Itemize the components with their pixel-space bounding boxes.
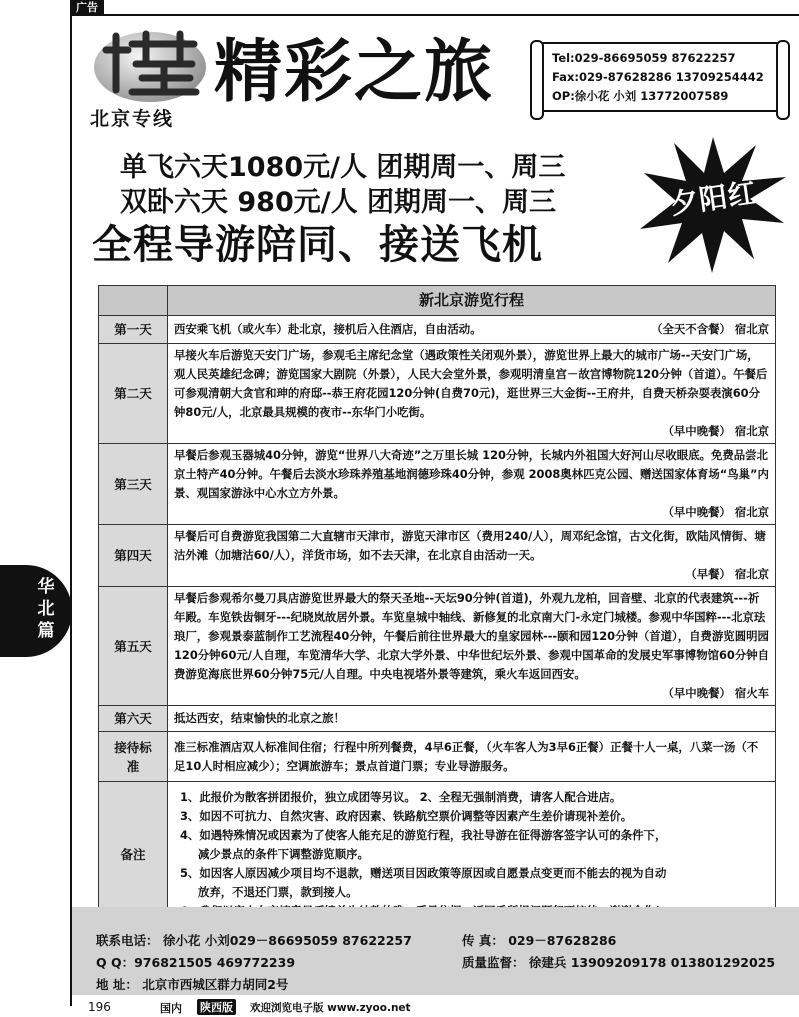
contact-op: OP:徐小花 小刘 13772007589 bbox=[552, 89, 729, 103]
standards-label: 接待标准 bbox=[99, 732, 168, 782]
company-logo bbox=[86, 24, 216, 128]
footer-supervisor: 质量监督： 徐建兵 13909209178 013801292025 bbox=[462, 955, 776, 970]
day-label: 第六天 bbox=[99, 706, 168, 732]
day-text: 早餐后可自费游览我国第二大直辖市天津市，游览天津市区（费用240/人），周邓纪念馆，古文化街，欧陆风情街、塘沽外滩（加塘沽60/人），洋货市场，如不去天津，在北京自由活动一天。 bbox=[174, 529, 766, 562]
itinerary-title: 新北京游览行程 bbox=[168, 286, 776, 316]
footer-fax: 传 真： 029－87628286 bbox=[462, 933, 617, 948]
note-item: 4、如遇特殊情况或因素为了使客人能充足的游览行程，我社导游在征得游客签字认可的条件下， bbox=[180, 828, 667, 842]
day-content bbox=[168, 706, 776, 732]
note-item-continued: 减少景点的条件下调整游览顺序。 bbox=[198, 847, 369, 861]
day-meals: （早中晚餐） 宿火车 bbox=[662, 686, 769, 700]
day-row bbox=[99, 587, 776, 706]
day-content bbox=[168, 525, 776, 587]
day-meals: （早餐） 宿北京 bbox=[685, 567, 769, 581]
logo-caption: 北京专线 bbox=[90, 108, 175, 130]
day-text: 早接火车后游览天安门广场，参观毛主席纪念堂（遇政策性关闭观外景），游览世界上最大的城市广场--天安门广场，观人民英雄纪念碑；游览国家大剧院（外景），人民大会堂外景，参观明清皇宫－故宫博物院120分钟（首道）。午餐后可参观清朝大贪官和珅的府邸--恭王府花园120分钟(自费70元)，逛世界三大金街--王府井，自费天桥杂耍表演60分钟80元/人，北京最具规模的夜市--东华门小吃街。 bbox=[174, 348, 768, 419]
day-row bbox=[99, 344, 776, 444]
day-content bbox=[168, 316, 776, 344]
notes-row bbox=[99, 782, 776, 928]
day-row bbox=[99, 525, 776, 587]
day-meals: （全天不含餐） 宿北京 bbox=[651, 322, 769, 336]
footer-contact-band bbox=[72, 907, 799, 995]
burst-label: 夕阳红 bbox=[668, 176, 760, 221]
day-content bbox=[168, 587, 776, 706]
day-text: 早餐后参观希尔曼刀具店游览世界最大的祭天圣地--天坛90分钟(首道)，外观九龙柏，回音壁、北京的代表建筑---祈年殿。车览铁齿铜牙---纪晓岚故居外景。车览皇城中轴线、新修复的北京南大门-永定门城楼。参观中华国粹---北京珐琅厂，参观景泰蓝制作工艺流程40分钟，午餐后前往世界最大的皇家园林---颐和园120分钟（首道），自费游览圆明园120分钟60元/人自理，车览清华大学、北京大学外景、中华世纪坛外景、参观中国革命的发展史军事博物馆60分钟自费游览海底世界60分钟75元/人自理。中央电视塔外景等建筑，乘火车返回西安。 bbox=[174, 591, 770, 681]
day-label: 第四天 bbox=[99, 525, 168, 587]
edition-badge: 陕西版 bbox=[197, 999, 236, 1015]
notes-list bbox=[168, 782, 776, 928]
day-label: 第三天 bbox=[99, 444, 168, 525]
region-label: 国内 bbox=[160, 1002, 182, 1015]
promo-guide-slogan: 全程导游陪同、接送飞机 bbox=[92, 222, 543, 268]
note-item: 3、如因不可抗力、自然灾害、政府因素、铁路航空票价调整等因素产生差价请现补差价。 bbox=[180, 809, 633, 823]
day-meals: （早中晚餐） 宿北京 bbox=[662, 424, 769, 438]
header-blank-cell bbox=[99, 286, 168, 316]
notes-label: 备注 bbox=[99, 782, 168, 928]
promo-flight-price: 单飞六天1080元/人 团期周一、周三 bbox=[120, 152, 566, 183]
page-number: 196 bbox=[88, 1000, 111, 1014]
standards-text: 准三标准酒店双人标准间住宿；行程中所列餐费，4早6正餐，（火车客人为3早6正餐）正餐十人一桌，八菜一汤（不足10人时相应减少）；空调旅游车；景点首道门票；专业导游服务。 bbox=[168, 732, 776, 782]
standards-row bbox=[99, 732, 776, 782]
footer-phone: 联系电话： 徐小花 小刘029－86695059 87622257 bbox=[96, 933, 412, 948]
day-label: 第五天 bbox=[99, 587, 168, 706]
note-item-continued: 放弃，不退还门票，款到接人。 bbox=[198, 885, 358, 899]
logo-mark-icon bbox=[102, 30, 202, 102]
day-text: 西安乘飞机（或火车）赴北京，接机后入住酒店，自由活动。 bbox=[174, 322, 482, 336]
contact-scroll bbox=[540, 42, 780, 112]
itinerary-table bbox=[98, 285, 776, 928]
brand-title: 精彩之旅 bbox=[214, 33, 495, 112]
day-text: 抵达西安，结束愉快的北京之旅！ bbox=[174, 711, 345, 725]
promo-banner bbox=[70, 135, 799, 283]
contact-tel: Tel:029-86695059 87622257 bbox=[552, 51, 736, 65]
day-content bbox=[168, 444, 776, 525]
day-row bbox=[99, 316, 776, 344]
section-tab-label: 华北篇 bbox=[37, 577, 55, 641]
note-item: 5、如因客人原因减少项目均不退款，赠送项目因政策等原因或自愿景点变更而不能去的视为自动 bbox=[180, 866, 667, 880]
footer-address: 地 址： 北京市西城区群力胡同2号 bbox=[96, 977, 289, 992]
itinerary-header-row bbox=[99, 286, 776, 316]
website-text: 欢迎浏览电子版 www.zyoo.net bbox=[250, 1002, 411, 1014]
contact-fax: Fax:029-87628286 13709254442 bbox=[552, 70, 764, 84]
note-item: 1、此报价为散客拼团报价，独立成团等另议。 2、全程无强制消费，请客人配合进店。 bbox=[180, 790, 622, 804]
day-text: 早餐后参观玉器城40分钟，游览“世界八大奇迹”之万里长城 120分钟，长城内外祖国大好河山尽收眼底。免费品尝北京土特产40分钟。午餐后去淡水珍珠养殖基地润德珍珠40分钟，参观 2008奥林匹克公园、赠送国家体育场“鸟巢”内景、观国家游泳中心水立方外景。 bbox=[174, 448, 769, 500]
day-row bbox=[99, 706, 776, 732]
day-content bbox=[168, 344, 776, 444]
day-label: 第二天 bbox=[99, 344, 168, 444]
promo-train-price: 双卧六天 980元/人 团期周一、周三 bbox=[120, 187, 557, 218]
day-meals: （早中晚餐） 宿北京 bbox=[662, 505, 769, 519]
ad-tag: 广告 bbox=[70, 0, 104, 16]
footer-qq: Q Q：976821505 469772239 bbox=[96, 955, 296, 970]
day-row bbox=[99, 444, 776, 525]
day-label: 第一天 bbox=[99, 316, 168, 344]
